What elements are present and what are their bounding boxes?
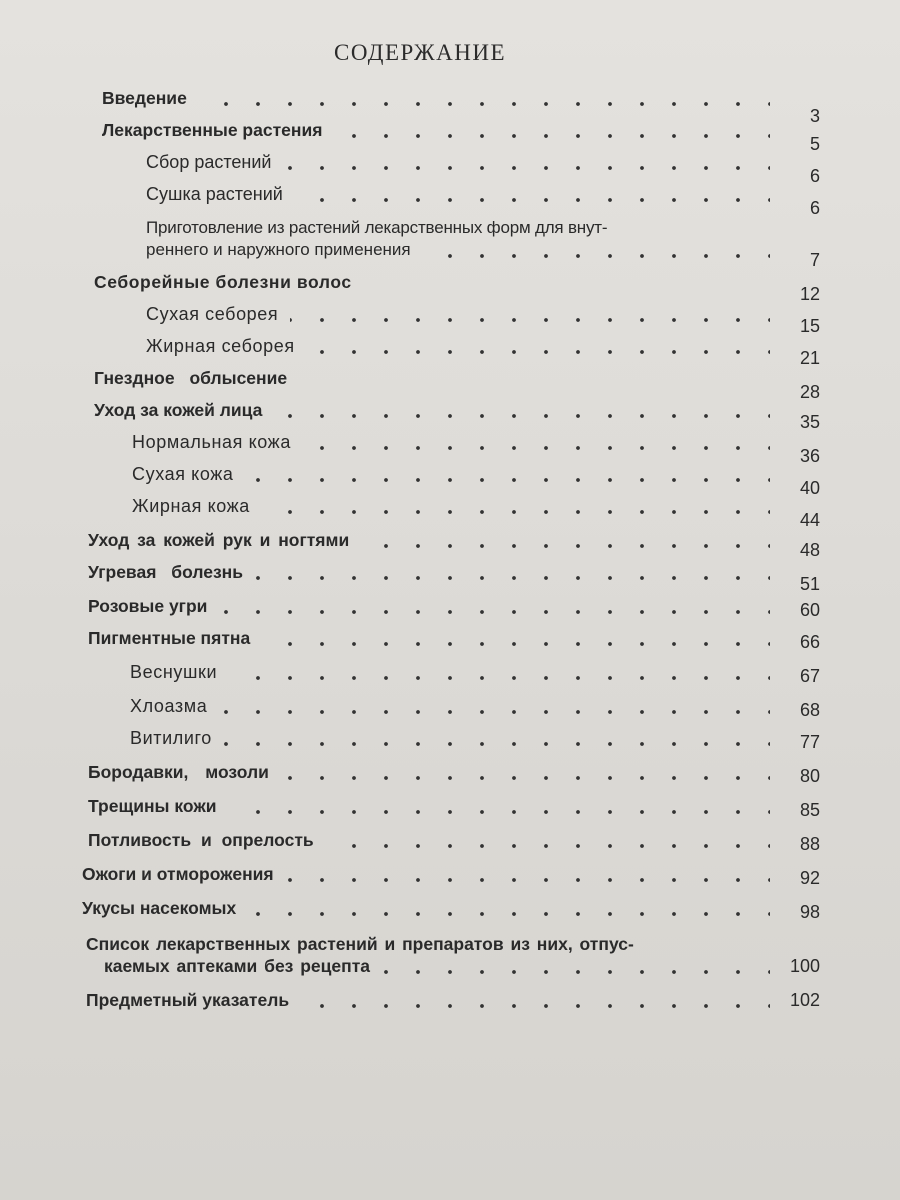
toc-entry (0, 726, 900, 758)
toc-entry-page: 88 (799, 834, 820, 854)
toc-entry-page: 51 (799, 574, 820, 594)
toc-entry-label: Ожоги и отморожения (82, 864, 274, 884)
toc-entry-page: 21 (799, 348, 820, 368)
toc-entry-label: Жирная себорея (146, 336, 295, 356)
dot-leader (334, 124, 770, 148)
toc-entry-page: 6 (809, 166, 820, 186)
dot-leader (255, 566, 770, 590)
toc-entry-page: 100 (789, 956, 820, 976)
toc-entry (0, 594, 900, 626)
toc-entry-page: 66 (799, 632, 820, 652)
toc-entry-label: Уход за кожей рук и ногтями (88, 530, 350, 550)
toc-entry (0, 334, 900, 366)
dot-leader (274, 404, 770, 428)
toc-entry-label: Нормальная кожа (132, 432, 291, 452)
dot-leader (382, 960, 770, 984)
dot-leader (295, 188, 770, 212)
toc-entry-page: 92 (799, 868, 820, 888)
toc-entry-label: Лекарственные растения (102, 120, 323, 140)
toc-entry-page: 3 (809, 106, 820, 126)
dot-leader (286, 868, 770, 892)
toc-entry (0, 86, 900, 126)
toc-entry-label: Себорейные болезни волос (94, 272, 352, 292)
toc-entry-page: 98 (799, 902, 820, 922)
dot-leader (246, 468, 770, 492)
dot-leader (262, 632, 770, 656)
toc-entry (0, 494, 900, 530)
toc-entry (0, 862, 900, 894)
dot-leader (326, 834, 770, 858)
toc-entry-label-continued: каемых аптеками без рецепта (104, 956, 371, 976)
toc-entry (0, 794, 900, 826)
toc-entry-label: Предметный указатель (86, 990, 290, 1010)
dot-leader (283, 156, 770, 180)
toc-entry (0, 150, 900, 186)
toc-entry (0, 182, 900, 218)
toc-entry (0, 528, 900, 560)
toc-entry (0, 366, 900, 402)
toc-entry (0, 398, 900, 430)
dot-leader (248, 902, 770, 926)
toc-entry (0, 216, 900, 272)
toc-entry-page: 36 (799, 446, 820, 466)
toc-entry (0, 626, 900, 658)
toc-entry-label: Сбор растений (146, 152, 272, 172)
toc-entry (0, 988, 900, 1020)
dot-leader (219, 700, 770, 724)
toc-entry (0, 694, 900, 726)
dot-leader (307, 340, 770, 364)
dot-leader (423, 244, 770, 268)
page-title: СОДЕРЖАНИЕ (333, 40, 506, 65)
toc-entry (0, 660, 900, 692)
toc-entry-label: Трещины кожи (88, 796, 217, 816)
toc-entry-label: Уход за кожей лица (94, 400, 263, 420)
toc-entry-label: Сухая кожа (132, 464, 234, 484)
toc-entry-page: 85 (799, 800, 820, 820)
toc-entry (0, 896, 900, 928)
dot-leader (229, 800, 770, 824)
toc-entry-label: Список лекарственных растений и препаратов из них, отпус- (86, 934, 634, 954)
dot-leader (290, 308, 770, 332)
toc-entry (0, 270, 900, 302)
dot-leader (229, 666, 770, 690)
toc-entry-label: Угревая болезнь (88, 562, 243, 582)
toc-entry-page: 12 (799, 284, 820, 304)
toc-entry-label: Гнездное облысение (94, 368, 288, 388)
toc-entry-page: 15 (799, 316, 820, 336)
toc-entry (0, 302, 900, 334)
toc-entry (0, 560, 900, 592)
toc-entry-page: 80 (799, 766, 820, 786)
dot-leader (361, 534, 770, 558)
toc-entry (0, 430, 900, 466)
toc-entry-label: Витилиго (130, 728, 212, 748)
toc-entry-label: Сушка растений (146, 184, 283, 204)
toc-entry-label: Приготовление из растений лекарственных форм для внут- (146, 218, 608, 237)
toc-entry-label: Розовые угри (88, 596, 208, 616)
dot-leader (303, 436, 770, 460)
toc-entry-page: 40 (799, 478, 820, 498)
toc-entry-label: Введение (102, 88, 187, 108)
toc-entry-page: 48 (799, 540, 820, 560)
toc-entry (0, 760, 900, 792)
toc-entry-label: Пигментные пятна (88, 628, 251, 648)
dot-leader (199, 92, 770, 116)
toc-entry-page: 28 (799, 382, 820, 402)
toc-entry-page: 102 (789, 990, 820, 1010)
toc-entry-label: Жирная кожа (132, 496, 250, 516)
toc-entry-page: 35 (799, 412, 820, 432)
toc-entry-label: Бородавки, мозоли (88, 762, 269, 782)
toc-entry (0, 118, 900, 154)
toc-entry-page: 7 (809, 250, 820, 270)
toc-entry-page: 77 (799, 732, 820, 752)
toc-entry-page: 68 (799, 700, 820, 720)
toc-entry-label: Потливость и опрелость (88, 830, 314, 850)
toc-entry (0, 828, 900, 860)
toc-entry-label-continued: реннего и наружного применения (146, 240, 411, 259)
dot-leader (281, 766, 770, 790)
dot-leader (224, 732, 770, 756)
toc-entry (0, 462, 900, 498)
toc-entry (0, 932, 900, 988)
toc-entry-page: 67 (799, 666, 820, 686)
toc-entry-label: Укусы насекомых (82, 898, 237, 918)
dot-leader (301, 994, 770, 1018)
dot-leader (262, 500, 770, 524)
toc-entry-label: Сухая себорея (146, 304, 279, 324)
toc-entry-page: 44 (799, 510, 820, 530)
toc-entry-page: 6 (809, 198, 820, 218)
toc-entry-page: 5 (809, 134, 820, 154)
toc-entry-label: Веснушки (130, 662, 218, 682)
toc-entry-page: 60 (799, 600, 820, 620)
dot-leader (219, 600, 770, 624)
toc-entry-label: Хлоазма (130, 696, 208, 716)
